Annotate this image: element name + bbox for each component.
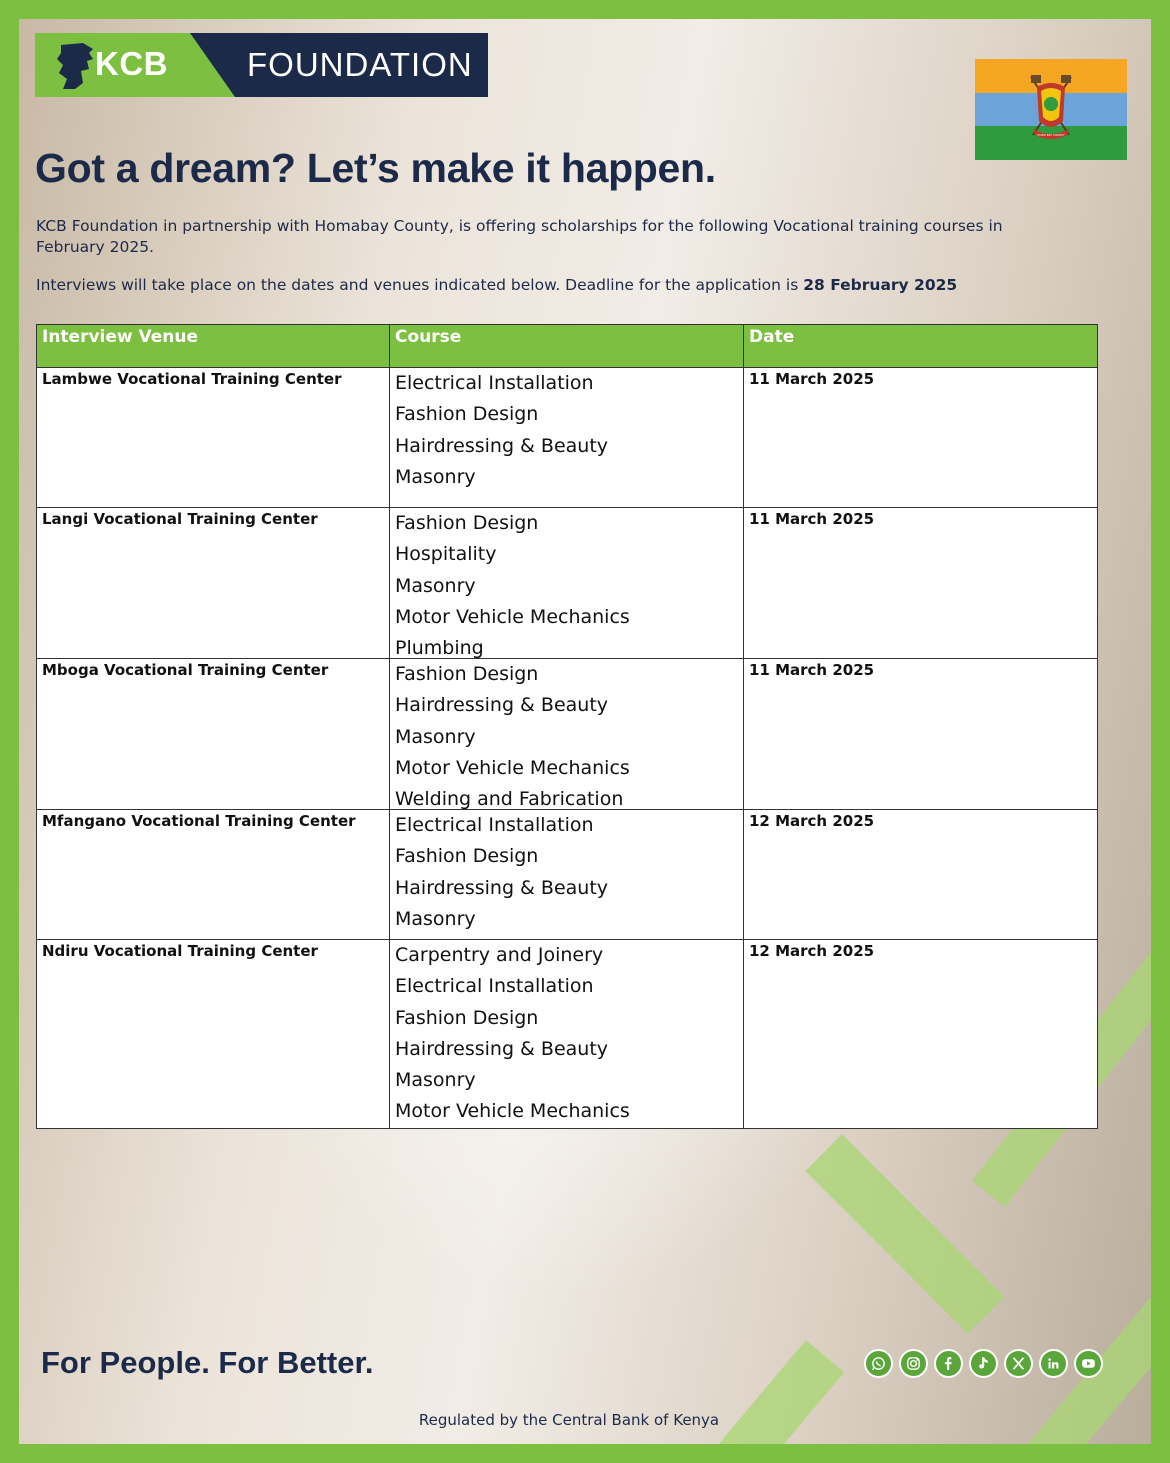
- table-row: [37, 659, 1098, 810]
- date-cell: 11 March 2025: [744, 508, 1098, 659]
- course-item: Hairdressing & Beauty: [395, 876, 609, 899]
- logo-foundation-text: FOUNDATION: [247, 46, 473, 83]
- x-icon[interactable]: [1004, 1349, 1033, 1378]
- table-header-row: [37, 325, 1098, 368]
- date-cell: 12 March 2025: [744, 940, 1098, 1129]
- venue-cell: Mfangano Vocational Training Center: [37, 810, 390, 940]
- course-cell: [390, 508, 744, 659]
- course-item: Motor Vehicle Mechanics: [395, 1100, 630, 1123]
- tagline: For People. For Better.: [41, 1345, 374, 1380]
- course-item: Masonry: [395, 725, 476, 748]
- youtube-icon[interactable]: [1074, 1349, 1103, 1378]
- course-item: Fashion Design: [395, 845, 539, 868]
- deadline-date: 28 February 2025: [803, 276, 958, 294]
- course-item: Electrical Installation: [395, 975, 594, 998]
- tiktok-icon[interactable]: [969, 1349, 998, 1378]
- venue-cell: Langi Vocational Training Center: [37, 508, 390, 659]
- linkedin-icon[interactable]: [1039, 1349, 1068, 1378]
- intro-text: KCB Foundation in partnership with Homabay County, is offering scholarships for the following Vocational training courses in February 2025.: [36, 217, 1003, 256]
- course-item: Fashion Design: [395, 1006, 539, 1029]
- course-item: Plumbing: [395, 637, 484, 660]
- header-date: Date: [744, 325, 1098, 368]
- course-item: Fashion Design: [395, 403, 539, 426]
- logo-kcb-text: KCB: [95, 45, 168, 82]
- county-emblem-icon: [975, 59, 1127, 160]
- course-item: Hairdressing & Beauty: [395, 434, 609, 457]
- decorative-stripe: [684, 1340, 844, 1463]
- course-item: Hairdressing & Beauty: [395, 694, 609, 717]
- date-cell: 11 March 2025: [744, 368, 1098, 508]
- whatsapp-icon[interactable]: [864, 1349, 893, 1378]
- course-item: Fashion Design: [395, 663, 539, 685]
- course-cell: [390, 810, 744, 940]
- course-item: Carpentry and Joinery: [395, 944, 604, 966]
- course-item: Masonry: [395, 465, 476, 488]
- course-item: Hospitality: [395, 543, 497, 566]
- course-item: Masonry: [395, 1069, 476, 1092]
- header-course: Course: [390, 325, 744, 368]
- table-row: [37, 368, 1098, 508]
- course-cell: [390, 940, 744, 1129]
- date-cell: 12 March 2025: [744, 810, 1098, 940]
- course-item: Welding and Fabrication: [395, 788, 624, 811]
- regulation-footer: Regulated by the Central Bank of Kenya: [418, 1411, 720, 1429]
- header-venue: Interview Venue: [37, 325, 390, 368]
- course-item: Masonry: [395, 907, 476, 930]
- course-item: Hairdressing & Beauty: [395, 1037, 609, 1060]
- lion-icon: [53, 39, 97, 93]
- course-item: Motor Vehicle Mechanics: [395, 605, 630, 628]
- table-row: [37, 940, 1098, 1129]
- venue-cell: Ndiru Vocational Training Center: [37, 940, 390, 1129]
- facebook-icon[interactable]: [934, 1349, 963, 1378]
- course-cell: [390, 659, 744, 810]
- table-row: [37, 508, 1098, 659]
- instagram-icon[interactable]: [899, 1349, 928, 1378]
- course-item: Masonry: [395, 574, 476, 597]
- course-item: Motor Vehicle Mechanics: [395, 756, 630, 779]
- venue-cell: Mboga Vocational Training Center: [37, 659, 390, 810]
- course-cell: [390, 368, 744, 508]
- course-item: Fashion Design: [395, 512, 539, 534]
- decorative-stripe: [805, 1134, 1004, 1333]
- schedule-table: [36, 324, 1098, 1129]
- kcb-foundation-logo: [35, 33, 488, 97]
- homa-bay-county-flag-icon: [975, 59, 1127, 160]
- interviews-text: Interviews will take place on the dates and venues indicated below. Deadline for the application is 28 February 2025: [36, 276, 958, 294]
- county-emblem-text: HOMA BAY COUNTY: [1037, 133, 1065, 137]
- course-item: Electrical Installation: [395, 814, 594, 836]
- headline: Got a dream? Let’s make it happen.: [35, 145, 716, 191]
- table-row: [37, 810, 1098, 940]
- social-icons: [864, 1349, 1103, 1378]
- course-item: Electrical Installation: [395, 372, 594, 394]
- venue-cell: Lambwe Vocational Training Center: [37, 368, 390, 508]
- date-cell: 11 March 2025: [744, 659, 1098, 810]
